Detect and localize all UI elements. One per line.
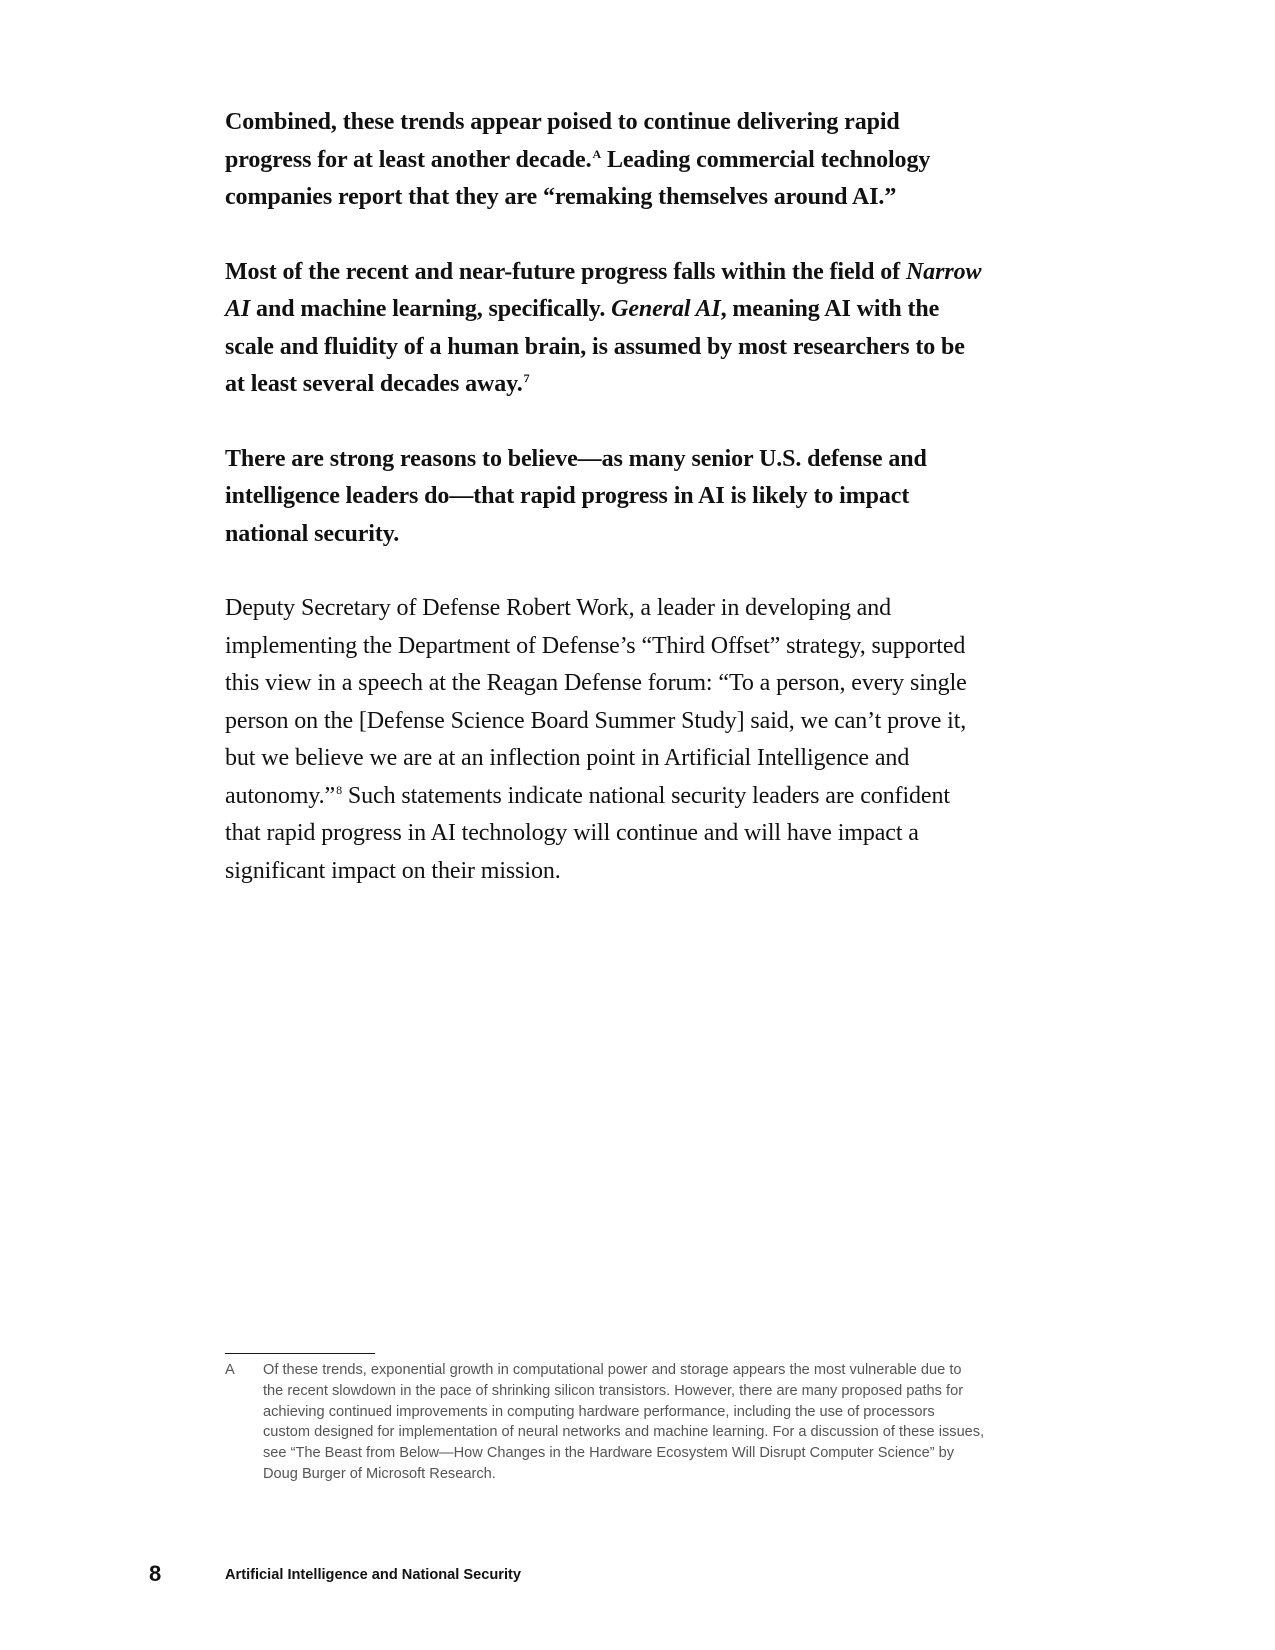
paragraph-text: Combined, these trends appear poised to continue delivering rapid progress for at least another decade. <box>225 109 900 173</box>
paragraph-text: Most of the recent and near-future progress falls within the field of <box>225 258 906 285</box>
footnote-marker: A <box>225 1362 235 1378</box>
paragraph-trends <box>225 104 983 217</box>
running-title: Artificial Intelligence and National Security <box>225 1567 522 1583</box>
footnote-divider <box>225 1353 375 1354</box>
paragraph-text: Such statements indicate national security leaders are confident that rapid progress in AI technology will continue and will have impact a significant impact on their mission. <box>225 782 950 884</box>
paragraph-national-security <box>225 441 983 554</box>
paragraph-text: and machine learning, specifically. <box>250 296 612 322</box>
paragraph-robert-work <box>225 590 983 890</box>
paragraph-text: Leading commercial technology companies report that they are “remaking themselves around AI.” <box>225 146 931 210</box>
paragraph-text: , meaning AI with the scale and fluidity of a human brain, is assumed by most researchers to be at least several decades away. <box>225 296 965 397</box>
page-footer <box>149 1560 849 1590</box>
term-general-ai: General AI <box>611 296 721 322</box>
paragraph-narrow-ai <box>225 254 983 404</box>
page-number: 8 <box>149 1561 162 1586</box>
paragraph-text: Deputy Secretary of Defense Robert Work, a leader in developing and implementing the Department of Defense’s “Third Offset” strategy, supported this view in a speech at the Reagan Defense forum: “To a person, every single person on the [Defense Science Board Summer Study] said, we can’t prove it, but we believe we are at an inflection point in Artificial Intelligence and autonomy.” <box>225 595 967 809</box>
footnote-reference-7: 7 <box>523 371 530 385</box>
footnote-text: Of these trends, exponential growth in computational power and storage appears the most vulnerable due to the recent slowdown in the pace of shrinking silicon transistors. However, there are many proposed paths for achieving continued improvements in computing hardware performance, including the use of processors custom designed for implementation of neural networks and machine learning. For a discussion of these issues, see “The Beast from Below—How Changes in the Hardware Ecosystem Will Disrupt Computer Science” by Doug Burger of Microsoft Research. <box>263 1362 985 1482</box>
term-narrow-ai: Narrow AI <box>225 258 982 322</box>
footnote-reference-a: A <box>592 146 602 161</box>
body-text <box>225 104 983 927</box>
footnote-a <box>225 1360 985 1485</box>
footnotes <box>225 1353 985 1485</box>
footnote-reference-8: 8 <box>336 782 342 797</box>
paragraph-text: There are strong reasons to believe—as many senior U.S. defense and intelligence leaders do—that rapid progress in AI is likely to impact national security. <box>225 445 927 547</box>
